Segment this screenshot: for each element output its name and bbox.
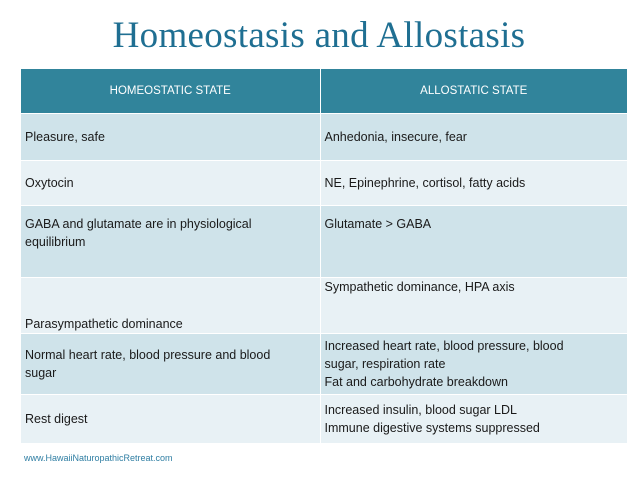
homeostatic-cell: Pleasure, safe bbox=[21, 114, 320, 161]
table-row bbox=[21, 161, 627, 206]
table-row bbox=[21, 206, 627, 278]
slide-title: Homeostasis and Allostasis bbox=[112, 15, 526, 56]
table-row bbox=[21, 114, 627, 161]
table-row bbox=[21, 334, 627, 395]
footer-url: www.HawaiiNaturopathicRetreat.com bbox=[24, 453, 173, 463]
allostatic-cell: Increased heart rate, blood pressure, blood sugar, respiration rate Fat and carbohydrate breakdown bbox=[320, 334, 627, 395]
homeostatic-cell: Rest digest bbox=[21, 395, 320, 444]
table-row bbox=[21, 395, 627, 444]
homeostatic-cell: Normal heart rate, blood pressure and blood sugar bbox=[21, 334, 320, 395]
allostatic-cell: Sympathetic dominance, HPA axis bbox=[320, 278, 627, 334]
homeostatic-cell: GABA and glutamate are in physiological equilibrium bbox=[21, 206, 320, 278]
header-allostatic: ALLOSTATIC STATE bbox=[320, 69, 627, 114]
comparison-table bbox=[21, 69, 627, 443]
header-homeostatic: HOMEOSTATIC STATE bbox=[21, 69, 320, 114]
allostatic-cell: Increased insulin, blood sugar LDL Immune digestive systems suppressed bbox=[320, 395, 627, 444]
allostatic-cell: Anhedonia, insecure, fear bbox=[320, 114, 627, 161]
homeostatic-cell: Parasympathetic dominance bbox=[21, 278, 320, 334]
allostatic-cell: NE, Epinephrine, cortisol, fatty acids bbox=[320, 161, 627, 206]
allostatic-cell: Glutamate > GABA bbox=[320, 206, 627, 278]
homeostatic-cell: Oxytocin bbox=[21, 161, 320, 206]
table-header-row bbox=[21, 69, 627, 114]
table-row bbox=[21, 278, 627, 334]
